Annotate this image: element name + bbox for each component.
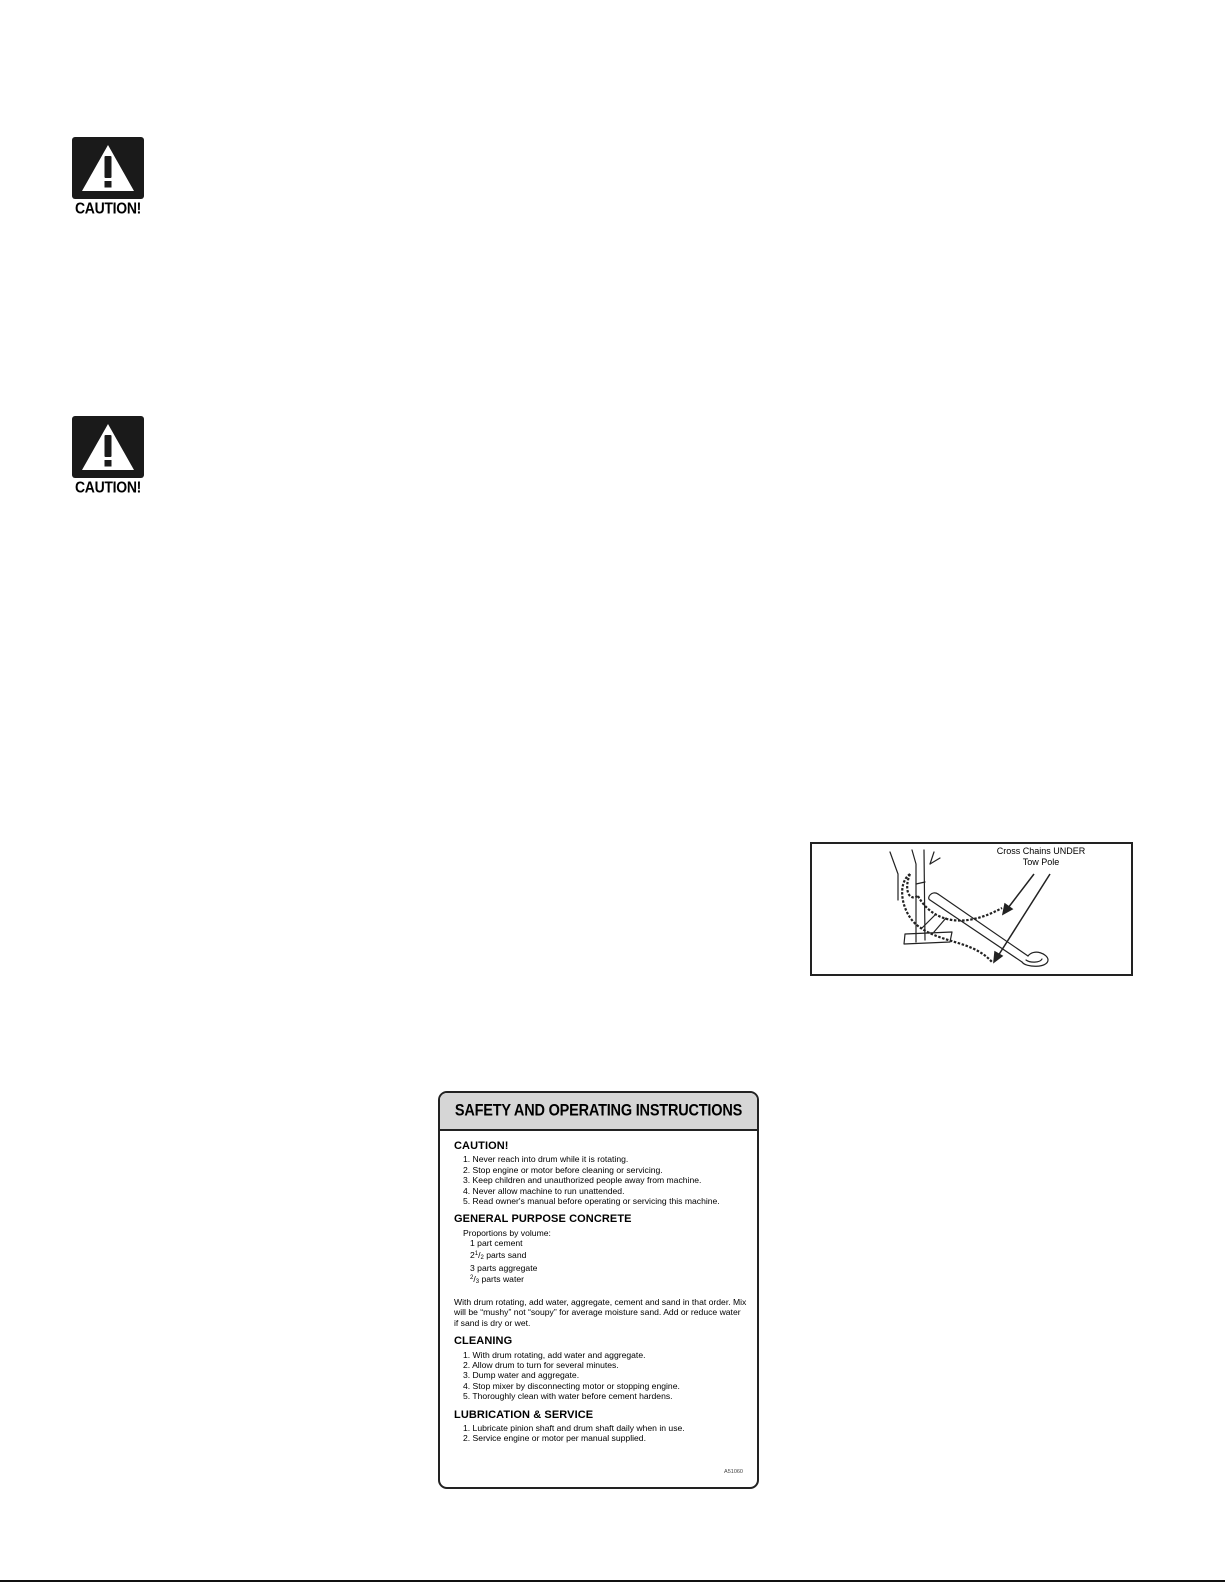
caution-icon <box>71 416 145 496</box>
warning-triangle-icon <box>72 137 144 199</box>
cleaning-list <box>463 1350 747 1402</box>
caution-heading: CAUTION! <box>454 1140 509 1152</box>
water-denominator: 3 <box>475 1279 480 1286</box>
list-item: 3. Keep children and unauthorized people away from machine. <box>463 1175 702 1186</box>
sand-text: parts sand <box>483 1249 527 1260</box>
list-item: 5. Read owner's manual before operating or servicing this machine. <box>463 1196 720 1207</box>
lubrication-list <box>463 1423 747 1444</box>
caution-label: CAUTION! <box>74 199 142 217</box>
list-item: 1. Lubricate pinion shaft and drum shaft daily when in use. <box>463 1422 685 1433</box>
lubrication-heading: LUBRICATION & SERVICE <box>454 1408 594 1421</box>
list-item: 5. Thoroughly clean with water before cement hardens. <box>463 1391 673 1402</box>
list-item: 3. Dump water and aggregate. <box>463 1370 580 1381</box>
caution-label: CAUTION! <box>74 478 142 496</box>
list-item: 3 parts aggregate <box>470 1263 538 1274</box>
list-item: 2. Service engine or motor per manual supplied. <box>463 1433 646 1444</box>
decal-header <box>440 1093 757 1131</box>
figure-caption: Cross Chains UNDER Tow Pole <box>996 846 1086 867</box>
sand-denominator: 2 <box>480 1254 484 1261</box>
list-item: 2. Allow drum to turn for several minutes. <box>463 1359 619 1370</box>
proportions-title: Proportions by volume: <box>463 1227 551 1238</box>
caution-list <box>463 1154 747 1206</box>
caution-icon <box>71 137 145 217</box>
list-item: 4. Never allow machine to run unattended. <box>463 1185 625 1196</box>
proportions-list <box>470 1238 747 1288</box>
mix-instructions: With drum rotating, add water, aggregate, cement and sand in that order. Mix will be “mushy” not “soupy” for average moisture sand. Add or reduce water if sand is dry or wet. <box>454 1296 747 1328</box>
decal-title: SAFETY AND OPERATING INSTRUCTIONS <box>454 1102 743 1120</box>
sand-whole: 2 <box>470 1249 475 1260</box>
safety-decal <box>438 1091 759 1489</box>
list-item: 1 part cement <box>470 1238 523 1249</box>
water-numerator: 2 <box>470 1275 474 1282</box>
cleaning-heading: CLEANING <box>454 1335 513 1348</box>
list-item: $2^1/2$ parts sand <box>470 1249 527 1261</box>
concrete-heading: GENERAL PURPOSE CONCRETE <box>454 1213 632 1226</box>
warning-triangle-icon <box>72 416 144 478</box>
decal-body <box>440 1131 757 1444</box>
list-item: $^2$/3 parts water <box>470 1274 524 1286</box>
list-item: 1. With drum rotating, add water and aggregate. <box>463 1349 646 1360</box>
list-item: 4. Stop mixer by disconnecting motor or stopping engine. <box>463 1380 680 1391</box>
decal-ref-code: A51060 <box>724 1469 743 1475</box>
water-text: parts water <box>479 1274 524 1285</box>
list-item: 1. Never reach into drum while it is rotating. <box>463 1154 629 1165</box>
list-item: 2. Stop engine or motor before cleaning or servicing. <box>463 1164 663 1175</box>
page-bottom-rule <box>0 1580 1225 1582</box>
sand-numerator: 1 <box>474 1250 479 1257</box>
